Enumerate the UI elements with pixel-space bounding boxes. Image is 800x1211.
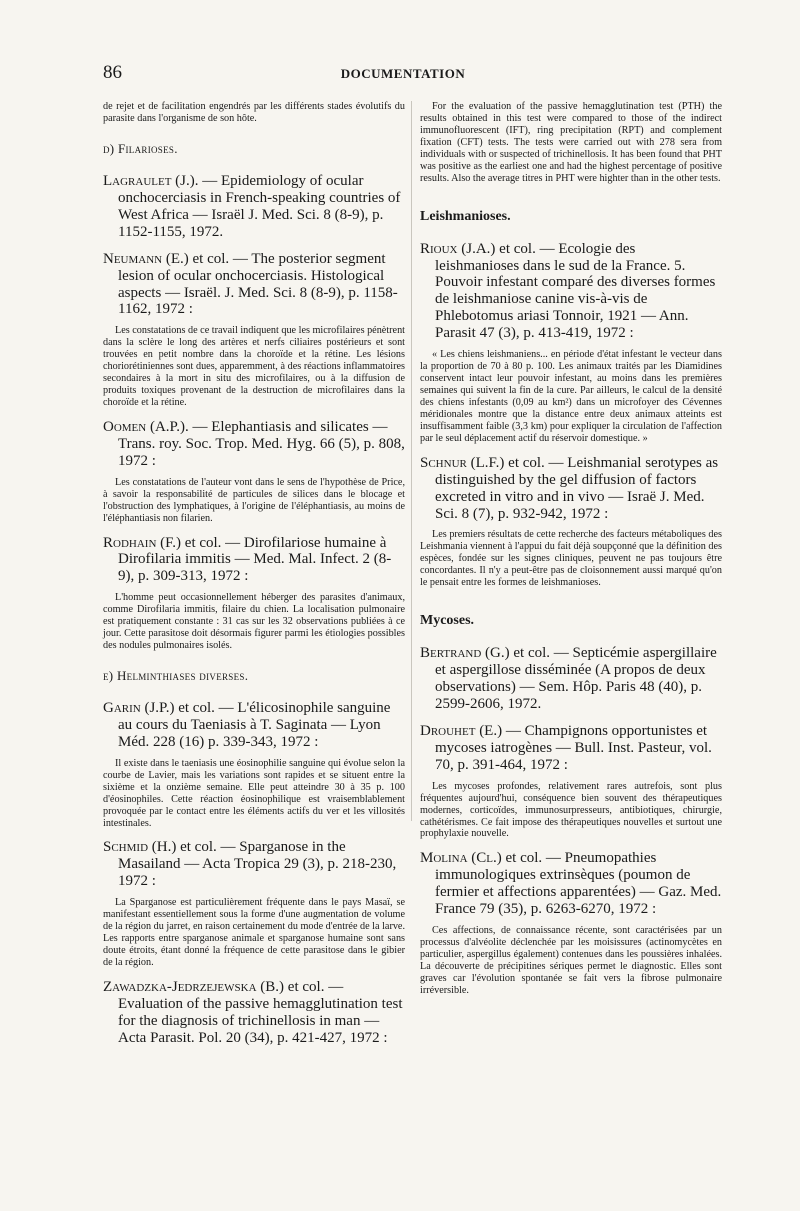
entry-author: Schmid (H.) [103, 839, 177, 856]
entry-author: Neumann (E.) [103, 250, 189, 267]
entry-reference: et col. — L'élicosinophile sanguine au cours du Taeniasis à T. Saginata — Lyon Méd. 228 (16) p. 339-343, 1972 : [118, 700, 391, 750]
section-heading-filarioses: d) Filarioses. [103, 140, 178, 156]
entry-abstract: Les constatations de ce travail indiquent que les microfilaires pénètrent dans la sclère le long des artères et nerfs ciliaires postérieurs et sont trouvées en petit nombre dans la choroïde et la rétine. Les lésions choriorétiniennes sont dues, apparemment, à des réactions inflammatoires secondaires à la mort in situ des microfilaires, ou à la diffusion de produits toxiques provenant de la destruction de microfilaires dans la choroïde et la rétine. [103, 325, 405, 408]
entry-abstract: La Sparganose est particulièrement fréquente dans le pays Masaï, se manifestant essentiellement sous la forme d'une augmentation de volume de la région du jarret, en raison certainement du mode d'entrée de la larve. Les rapports entre sparganose animale et sparganose humaine sont sans doute étroits, étant donné la fréquence de cette parasitose dans le gibier de la région. [103, 897, 405, 968]
entry-author: Molina (Cl.) [420, 850, 502, 867]
entry-reference: et col. — Leishmanial serotypes as distinguished by the gel diffusion of factors excreted in vitro and in vivo — Israë J. Med. Sci. 8 (7), p. 932-942, 1972 : [435, 454, 719, 522]
entry-author: Bertrand (G.) [420, 645, 510, 662]
running-title: DOCUMENTATION [340, 66, 466, 81]
entry-abstract: « Les chiens leishmaniens... en période d'état infestant le vecteur dans la proportion de 70 à 80 p. 100. Les animaux traités par les Diamidines conservent intact leur pouvoir infestant, au moins dans les premières semaines qui suivent la fin de la cure. Par ailleurs, le calcul de la densité des chiens infestants (0,09 au km²) dans un microfoyer des Cévennes méridionales montre que la distance entre deux animaux atteints est insuffisamment faible (3,3 km) pour expliquer la circulation de l'affection par le seul déplacement actif du réservoir domestique. » [420, 349, 722, 444]
entry-reference: et col. — Septicémie aspergillaire et aspergillose disséminée (A propos de deux observations) — Sem. Hôp. Paris 48 (40), p. 2599-2606, 1972. [435, 645, 717, 712]
bibliography-entry [103, 839, 405, 968]
entry-reference: — Epidemiology of ocular onchocerciasis in French-speaking countries of West Africa — Israël J. Med. Sci. 8 (8-9), p. 1152-1155, 1972. [118, 172, 401, 240]
left-column [103, 101, 405, 1057]
entry-reference: et col. — Evaluation of the passive hemagglutination test for the diagnosis of trichinellosis in man — Acta Parasit. Pol. 20 (34), p. 421-427, 1972 : [118, 978, 403, 1046]
entry-reference: et col. — Pneumopathies immunologiques extrinsèques (poumon de fermier et affections apparentées) — Gaz. Med. France 79 (35), p. 6263-6270, 1972 : [435, 850, 722, 918]
entry-author: Lagraulet (J.). [103, 172, 199, 189]
entry-reference: — Champignons opportunistes et mycoses iatrogènes — Bull. Inst. Pasteur, vol. 70, p. 391-464, 1972 : [435, 722, 712, 773]
entry-author: Rioux (J.A.) [420, 240, 496, 257]
entry-abstract: Les premiers résultats de cette recherche des facteurs métaboliques des Leishmania viennent à l'appui du fait déjà soupçonné que la définition des espèces, fondée sur les signes cliniques, peuvent ne pas toujours être concordantes. Il n'y a peut-être pas de cloisonnement aussi marqué qu'on le pensait entre les formes de leishmanioses. [420, 529, 722, 589]
bibliography-entry [420, 645, 722, 713]
continuation-text: de rejet et de facilitation engendrés par les différents stades évolutifs du parasite dans l'organisme de son hôte. [103, 101, 405, 124]
entry-author: Schnur (L.F.) [420, 454, 505, 471]
page-header [103, 62, 703, 86]
entry-reference: et col. — Ecologie des leishmanioses dans le sud de la France. 5. Pouvoir infestant comparé des diverses formes de leishmaniose canine vis-à-vis de Phlebotomus ariasi Tonnoir, 1921 — Ann. Parasit 47 (3), p. 413-419, 1972 : [435, 240, 716, 342]
right-column [420, 101, 722, 1007]
entry-reference: — Elephantiasis and silicates — Trans. roy. Soc. Trop. Med. Hyg. 66 (5), p. 808, 1972 : [118, 418, 405, 469]
column-divider [411, 101, 412, 821]
bibliography-entry [103, 979, 405, 1047]
page-number: 86 [103, 62, 122, 83]
continuation-text: For the evaluation of the passive hemagglutination test (PTH) the results obtained in this test were compared to those of the indirect immunofluorescent (IFT), ring precipitation (RPT) and complement fixation (CFT) tests. The tests were carried out with 278 sera from individuals with or suspected of trichinellosis. It has been found that PHT was positive as the earliest one and had the highest percentage of positive results. Also the average titres in PHT were highter than in the other tests. [420, 101, 722, 184]
bibliography-entry [103, 419, 405, 525]
bibliography-entry [420, 455, 722, 589]
entry-author: Drouhet (E.) [420, 722, 503, 739]
entry-abstract: Ces affections, de connaissance récente, sont caractérisées par un processus d'alvéolite déclenchée par les moisissures (actinomycètes en particulier, aspergillus également) contenues dans les poussières inhalées. La découverte de précipitines sériques permet le diagnostic. Elles sont graves car l'évolution spontanée se fait vers la fibrose pulmonaire irréversible. [420, 925, 722, 996]
entry-reference: et col. — Dirofilariose humaine à Dirofilaria immitis — Med. Mal. Infect. 2 (8-9), p. 309-313, 1972 : [118, 534, 392, 585]
entry-author: Rodhain (F.) [103, 534, 182, 551]
bibliography-entry [103, 700, 405, 829]
entry-abstract: Les mycoses profondes, relativement rares autrefois, sont plus fréquentes aujourd'hui, conséquence bien souvent des thérapeutiques modernes, corticoïdes, immunosurpresseurs, antibiotiques, chirurgie, cathétérismes. Ce fait impose des thérapeutiques nouvelles et surtout une prophylaxie nouvelle. [420, 780, 722, 840]
entry-author: Zawadzka-Jedrzejewska (B.) [103, 978, 285, 995]
entry-abstract: L'homme peut occasionnellement héberger des parasites d'animaux, comme Dirofilaria immitis, filaire du chien. La localisation pulmonaire est pratiquement constante : 31 cas sur les 32 observations publiées à ce jour. Cette parasitose doit désormais figurer parmi les étiologies possibles des nodules pulmonaires isolés. [103, 592, 405, 652]
bibliography-entry [103, 535, 405, 653]
section-heading-mycoses: Mycoses. [420, 613, 475, 629]
bibliography-entry [103, 251, 405, 409]
entry-author: Garin (J.P.) [103, 700, 175, 716]
section-heading-leishmanioses: Leishmanioses. [420, 208, 511, 224]
bibliography-entry [420, 850, 722, 996]
entry-reference: et col. — Sparganose in the Masailand — Acta Tropica 29 (3), p. 218-230, 1972 : [118, 839, 397, 890]
entry-abstract: Les constatations de l'auteur vont dans le sens de l'hypothèse de Price, à savoir la responsabilité de particules de silices dans le blocage et l'obstruction des lymphatiques, à l'origine de l'éléphantiasis, au moins de l'éléphantiasis non filarien. [103, 476, 405, 524]
bibliography-entry [420, 723, 722, 841]
bibliography-entry [103, 173, 405, 241]
section-heading-helminthiases: e) Helminthiases diverses. [103, 668, 249, 683]
entry-abstract: Il existe dans le taeniasis une éosinophilie sanguine qui évolue selon la courbe de Lavier, mais les variations sont rapides et se situent entre la sixième et la onzième semaine. Elle peut atteindre 30 à 35 p. 100 d'éosinophiles. Cette réaction éosinophilique est vraisemblablement provoquée par le contact entre les éléments actifs du ver et les villosités intestinales. [103, 757, 405, 829]
bibliography-entry [420, 241, 722, 445]
entry-reference: et col. — The posterior segment lesion of ocular onchocerciasis. Histological aspects — Israël. J. Med. Sci. 8 (8-9), p. 1158-1162, 1972 : [118, 250, 398, 318]
entry-author: Oomen (A.P.). [103, 418, 189, 435]
